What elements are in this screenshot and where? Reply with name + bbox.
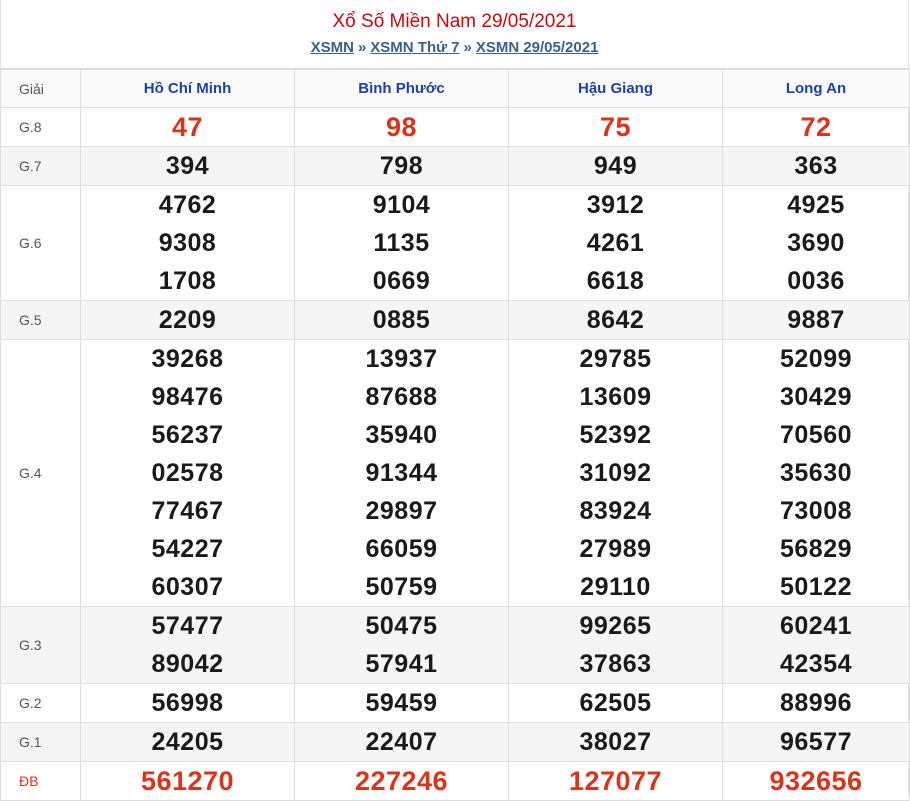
table-row <box>1 147 910 186</box>
result-cell <box>81 108 295 147</box>
result-number: 42354 <box>779 650 853 678</box>
result-number: 1708 <box>158 267 217 295</box>
result-cell <box>295 186 509 301</box>
result-number: 57477 <box>151 612 224 640</box>
result-cell <box>509 340 723 607</box>
result-cell <box>81 762 295 801</box>
table-row <box>1 684 910 723</box>
result-number: 13937 <box>365 345 438 373</box>
result-number: 59459 <box>365 689 438 717</box>
results-header <box>1 0 908 69</box>
result-cell <box>723 301 910 340</box>
result-number: 8642 <box>586 306 645 334</box>
result-number: 87688 <box>365 383 438 411</box>
result-number: 60241 <box>779 612 853 640</box>
result-number: 88996 <box>779 689 853 717</box>
result-number: 35630 <box>779 459 853 487</box>
result-number: 37863 <box>579 650 652 678</box>
result-number: 127077 <box>568 766 663 796</box>
result-number: 56829 <box>779 535 853 563</box>
result-cell <box>723 340 910 607</box>
result-number: 54227 <box>151 535 224 563</box>
result-number: 3690 <box>787 229 845 257</box>
result-cell <box>295 607 509 684</box>
prize-label: G.7 <box>1 147 81 186</box>
result-number: 0669 <box>372 267 431 295</box>
result-cell <box>723 684 910 723</box>
result-cell <box>723 147 910 186</box>
breadcrumb-link-xsmn-thu-7[interactable]: XSMN Thứ 7 <box>370 39 460 56</box>
result-number: 77467 <box>151 497 224 525</box>
result-number: 52099 <box>779 345 853 373</box>
result-number: 561270 <box>140 766 235 796</box>
province-header: Long An <box>723 70 910 108</box>
table-row <box>1 607 910 684</box>
prize-label: G.1 <box>1 723 81 762</box>
result-cell <box>509 108 723 147</box>
result-cell <box>81 607 295 684</box>
result-number: 57941 <box>365 650 438 678</box>
prize-label: G.4 <box>1 340 81 607</box>
result-cell <box>295 108 509 147</box>
result-cell <box>509 147 723 186</box>
table-row <box>1 762 910 801</box>
result-number: 70560 <box>779 421 853 449</box>
result-number: 50122 <box>779 573 853 601</box>
result-number: 30429 <box>779 383 853 411</box>
result-number: 0036 <box>787 267 845 295</box>
result-cell <box>295 301 509 340</box>
result-number: 02578 <box>151 459 224 487</box>
province-header: Bình Phước <box>295 70 509 108</box>
result-number: 227246 <box>354 766 449 796</box>
result-cell <box>295 762 509 801</box>
result-cell <box>81 301 295 340</box>
result-cell <box>295 684 509 723</box>
page-title: Xổ Số Miền Nam 29/05/2021 <box>332 11 577 32</box>
result-number: 35940 <box>365 421 438 449</box>
result-number: 38027 <box>579 728 652 756</box>
result-number: 932656 <box>769 766 863 796</box>
breadcrumb-separator: » <box>357 39 367 56</box>
result-cell <box>509 762 723 801</box>
table-header-row <box>1 70 910 108</box>
prize-column-header: Giải <box>1 70 81 108</box>
result-cell <box>723 607 910 684</box>
result-number: 56237 <box>151 421 224 449</box>
prize-label: ĐB <box>1 762 81 801</box>
table-row <box>1 723 910 762</box>
result-cell <box>509 607 723 684</box>
result-number: 72 <box>800 112 832 142</box>
result-cell <box>723 762 910 801</box>
result-number: 62505 <box>579 689 652 717</box>
result-number: 73008 <box>779 497 853 525</box>
result-number: 4925 <box>787 191 845 219</box>
result-cell <box>509 684 723 723</box>
province-header: Hậu Giang <box>509 70 723 108</box>
result-number: 56998 <box>151 689 224 717</box>
table-row <box>1 340 910 607</box>
result-cell <box>723 723 910 762</box>
result-number: 949 <box>593 152 638 180</box>
result-number: 47 <box>171 112 204 142</box>
result-number: 27989 <box>579 535 652 563</box>
result-number: 22407 <box>365 728 438 756</box>
breadcrumb-link-xsmn-date[interactable]: XSMN 29/05/2021 <box>475 39 599 56</box>
result-cell <box>509 723 723 762</box>
result-number: 31092 <box>579 459 652 487</box>
result-number: 60307 <box>151 573 224 601</box>
result-number: 4762 <box>158 191 217 219</box>
table-row <box>1 301 910 340</box>
result-number: 75 <box>599 112 632 142</box>
result-cell <box>81 147 295 186</box>
table-row <box>1 108 910 147</box>
result-number: 99265 <box>579 612 652 640</box>
result-number: 91344 <box>365 459 438 487</box>
prize-label: G.5 <box>1 301 81 340</box>
prize-label: G.2 <box>1 684 81 723</box>
result-cell <box>509 186 723 301</box>
breadcrumb-separator: » <box>463 39 472 56</box>
result-number: 798 <box>379 152 424 180</box>
result-number: 29897 <box>365 497 438 525</box>
result-cell <box>509 301 723 340</box>
result-number: 98 <box>385 112 418 142</box>
result-number: 4261 <box>586 229 645 257</box>
result-number: 9104 <box>372 191 431 219</box>
result-number: 52392 <box>579 421 652 449</box>
results-table <box>0 69 910 801</box>
result-cell <box>295 147 509 186</box>
result-cell <box>295 723 509 762</box>
table-row <box>1 186 910 301</box>
result-number: 83924 <box>579 497 652 525</box>
province-header: Hồ Chí Minh <box>81 70 295 108</box>
result-cell <box>81 340 295 607</box>
result-number: 9887 <box>787 306 845 334</box>
result-cell <box>81 186 295 301</box>
prize-label: G.6 <box>1 186 81 301</box>
result-cell <box>295 340 509 607</box>
result-number: 50759 <box>365 573 438 601</box>
result-cell <box>723 108 910 147</box>
result-number: 50475 <box>365 612 438 640</box>
result-number: 6618 <box>586 267 645 295</box>
prize-label: G.8 <box>1 108 81 147</box>
result-number: 394 <box>165 152 210 180</box>
result-cell <box>81 723 295 762</box>
result-cell <box>81 684 295 723</box>
result-number: 89042 <box>151 650 224 678</box>
result-number: 98476 <box>151 383 224 411</box>
result-number: 96577 <box>779 728 853 756</box>
result-number: 29785 <box>579 345 652 373</box>
result-number: 363 <box>794 152 838 180</box>
result-number: 13609 <box>579 383 652 411</box>
result-number: 1135 <box>373 229 430 257</box>
result-number: 3912 <box>586 191 645 219</box>
result-number: 24205 <box>151 728 224 756</box>
result-number: 29110 <box>580 573 651 601</box>
result-number: 0885 <box>372 306 431 334</box>
result-number: 66059 <box>365 535 438 563</box>
result-cell <box>723 186 910 301</box>
result-number: 39268 <box>151 345 224 373</box>
result-number: 2209 <box>158 306 217 334</box>
result-number: 9308 <box>158 229 217 257</box>
breadcrumb <box>1 38 908 58</box>
prize-label: G.3 <box>1 607 81 684</box>
breadcrumb-link-xsmn[interactable]: XSMN <box>310 39 354 56</box>
